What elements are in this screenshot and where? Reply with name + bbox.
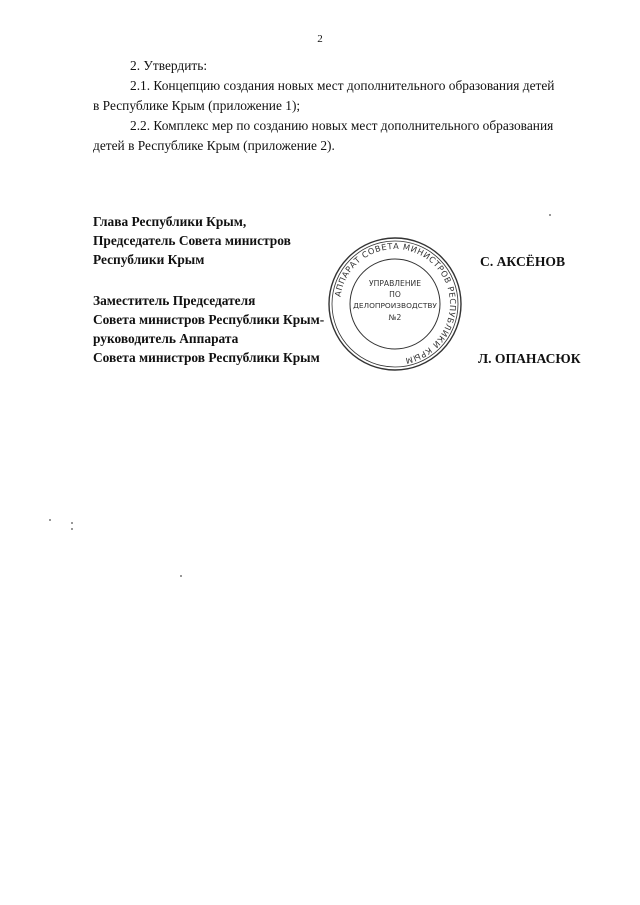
signature-title-line: Глава Республики Крым,	[93, 214, 247, 229]
scan-speck	[180, 575, 182, 577]
document-body	[93, 56, 608, 156]
item-2-1-line2: в Республике Крым (приложение 1);	[93, 98, 301, 113]
stamp-text-line4: №2	[388, 313, 402, 322]
item-2-2-line1: 2.2. Комплекс мер по созданию новых мест дополнительного образования	[130, 118, 554, 133]
stamp-text-line2: ПО	[389, 290, 401, 299]
signature-title-line: Совета министров Республики Крым-	[93, 312, 325, 327]
item-approve: 2. Утвердить:	[130, 58, 208, 73]
official-stamp	[325, 234, 465, 374]
signature-title-line: Председатель Совета министров	[93, 233, 291, 248]
item-2-1-line1: 2.1. Концепцию создания новых мест дополнительного образования детей	[130, 78, 555, 93]
signature-title-line: Совета министров Республики Крым	[93, 350, 320, 365]
item-2-2-line2: детей в Республике Крым (приложение 2).	[93, 138, 335, 153]
page-number: 2	[317, 33, 323, 45]
signature-title-line: руководитель Аппарата	[93, 331, 239, 346]
scan-speck	[71, 528, 73, 530]
signature-block-head	[93, 212, 291, 269]
signature-name-aksenov: С. АКСЁНОВ	[480, 254, 566, 269]
signature-name-opanasyuk: Л. ОПАНАСЮК	[478, 351, 581, 366]
signature-block-deputy	[93, 291, 324, 367]
stamp-text-line3: ДЕЛОПРОИЗВОДСТВУ	[353, 301, 437, 310]
scan-speck	[549, 214, 551, 216]
stamp-text-line1: УПРАВЛЕНИЕ	[368, 279, 422, 288]
stamp-ring-text: АППАРАТ СОВЕТА МИНИСТРОВ РЕСПУБЛИКИ КРЫМ	[332, 240, 459, 367]
scan-speck	[71, 522, 73, 524]
scan-speck	[49, 519, 51, 521]
signature-title-line: Республики Крым	[93, 252, 205, 267]
signature-title-line: Заместитель Председателя	[93, 293, 256, 308]
